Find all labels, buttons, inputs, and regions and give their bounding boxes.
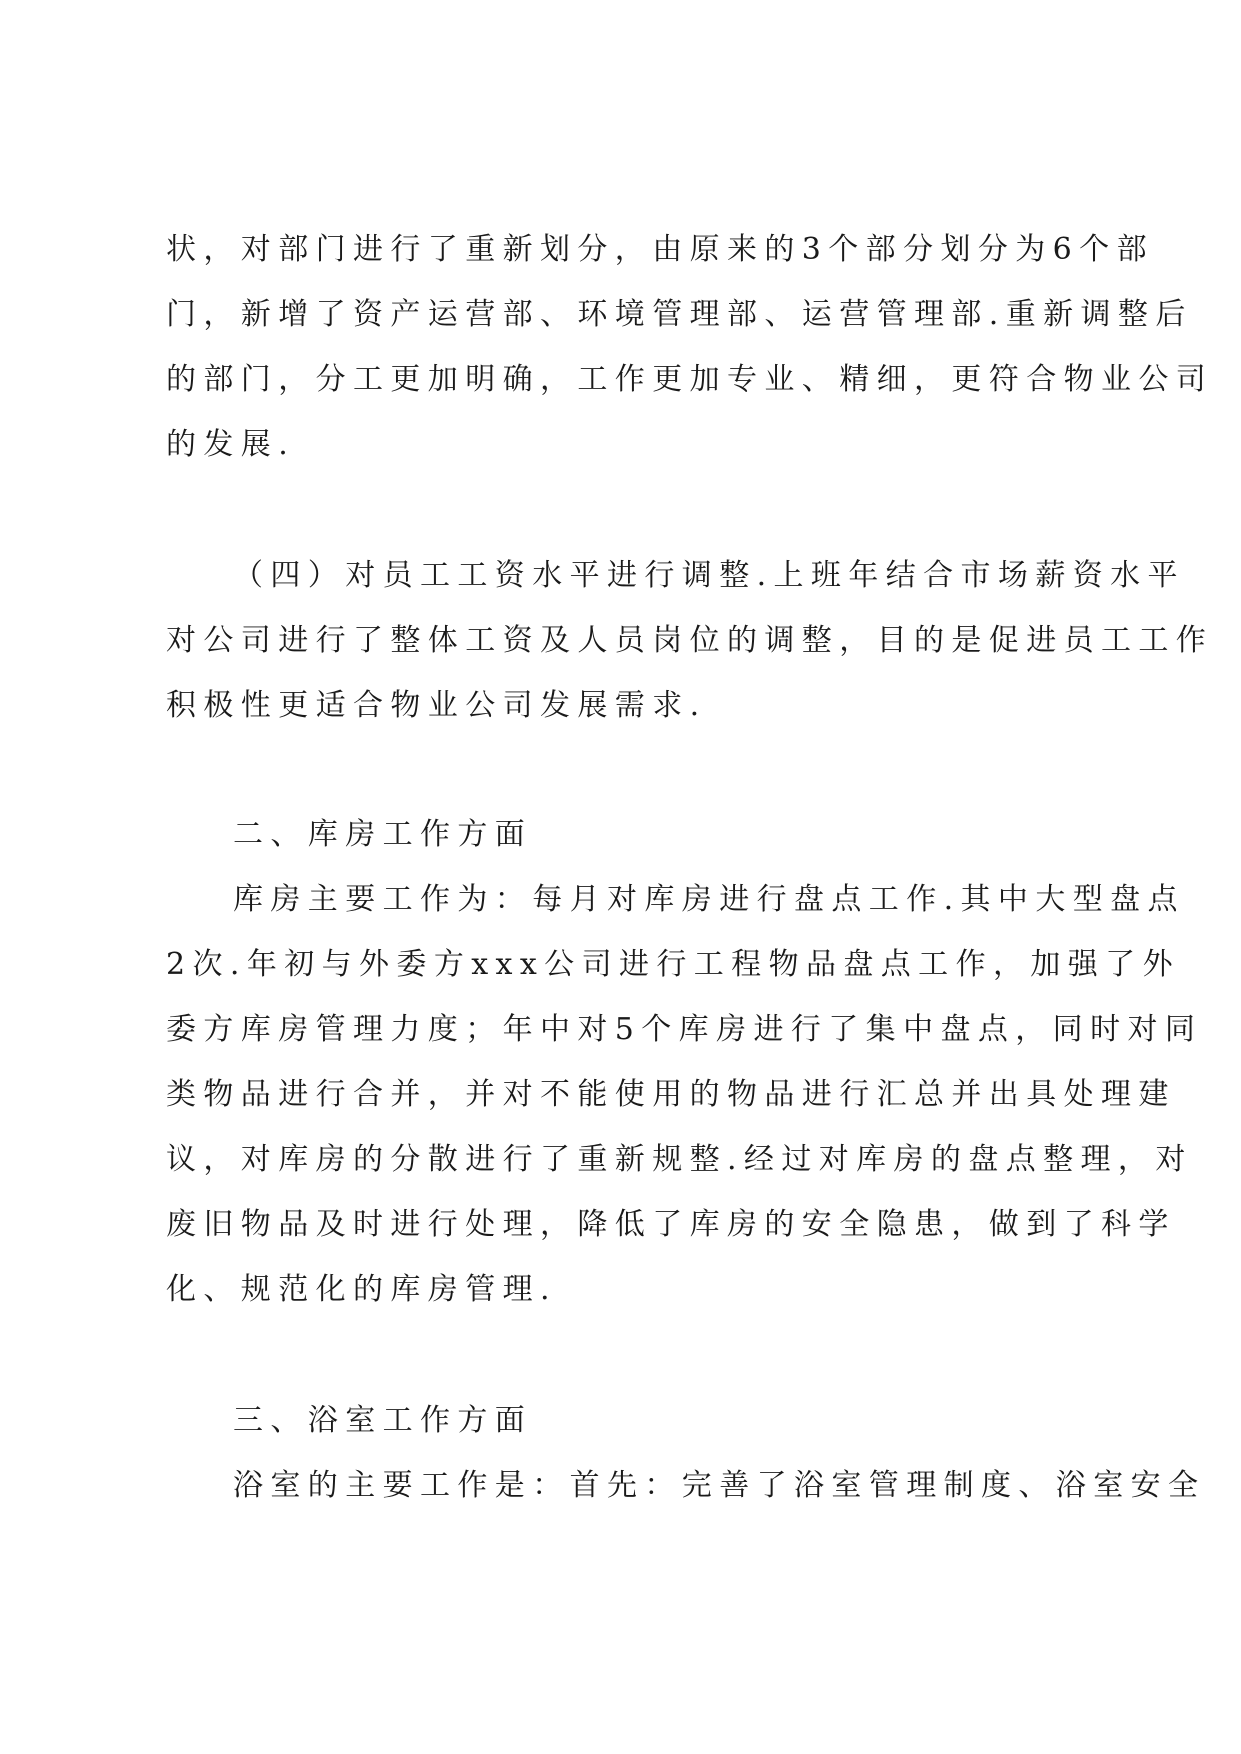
section-heading: 二、库房工作方面: [233, 817, 533, 852]
paragraph-line: 2次.年初与外委方xxx公司进行工程物品盘点工作，加强了外: [166, 947, 1180, 982]
paragraph-line: 对公司进行了整体工资及人员岗位的调整，目的是促进员工工作: [166, 623, 1214, 658]
paragraph-line: 的部门，分工更加明确，工作更加专业、精细，更符合物业公司: [166, 362, 1214, 397]
paragraph-line: （四）对员工工资水平进行调整.上班年结合市场薪资水平: [233, 558, 1185, 593]
paragraph-line: 库房主要工作为：每月对库房进行盘点工作.其中大型盘点: [233, 882, 1185, 917]
paragraph-line: 化、规范化的库房管理.: [166, 1272, 557, 1307]
paragraph-line: 废旧物品及时进行处理，降低了库房的安全隐患，做到了科学: [166, 1207, 1176, 1242]
paragraph-line: 状，对部门进行了重新划分，由原来的3个部分划分为6个部: [166, 232, 1154, 267]
section-heading: 三、浴室工作方面: [233, 1403, 533, 1438]
paragraph-line: 的发展.: [166, 427, 296, 462]
paragraph-line: 委方库房管理力度；年中对5个库房进行了集中盘点，同时对同: [166, 1012, 1203, 1047]
paragraph-line: 议，对库房的分散进行了重新规整.经过对库房的盘点整理，对: [166, 1142, 1193, 1177]
paragraph-line: 门，新增了资产运营部、环境管理部、运营管理部.重新调整后: [166, 297, 1193, 332]
paragraph-line: 浴室的主要工作是：首先：完善了浴室管理制度、浴室安全: [233, 1468, 1206, 1503]
paragraph-line: 类物品进行合并，并对不能使用的物品进行汇总并出具处理建: [166, 1077, 1176, 1112]
paragraph-line: 积极性更适合物业公司发展需求.: [166, 688, 707, 723]
